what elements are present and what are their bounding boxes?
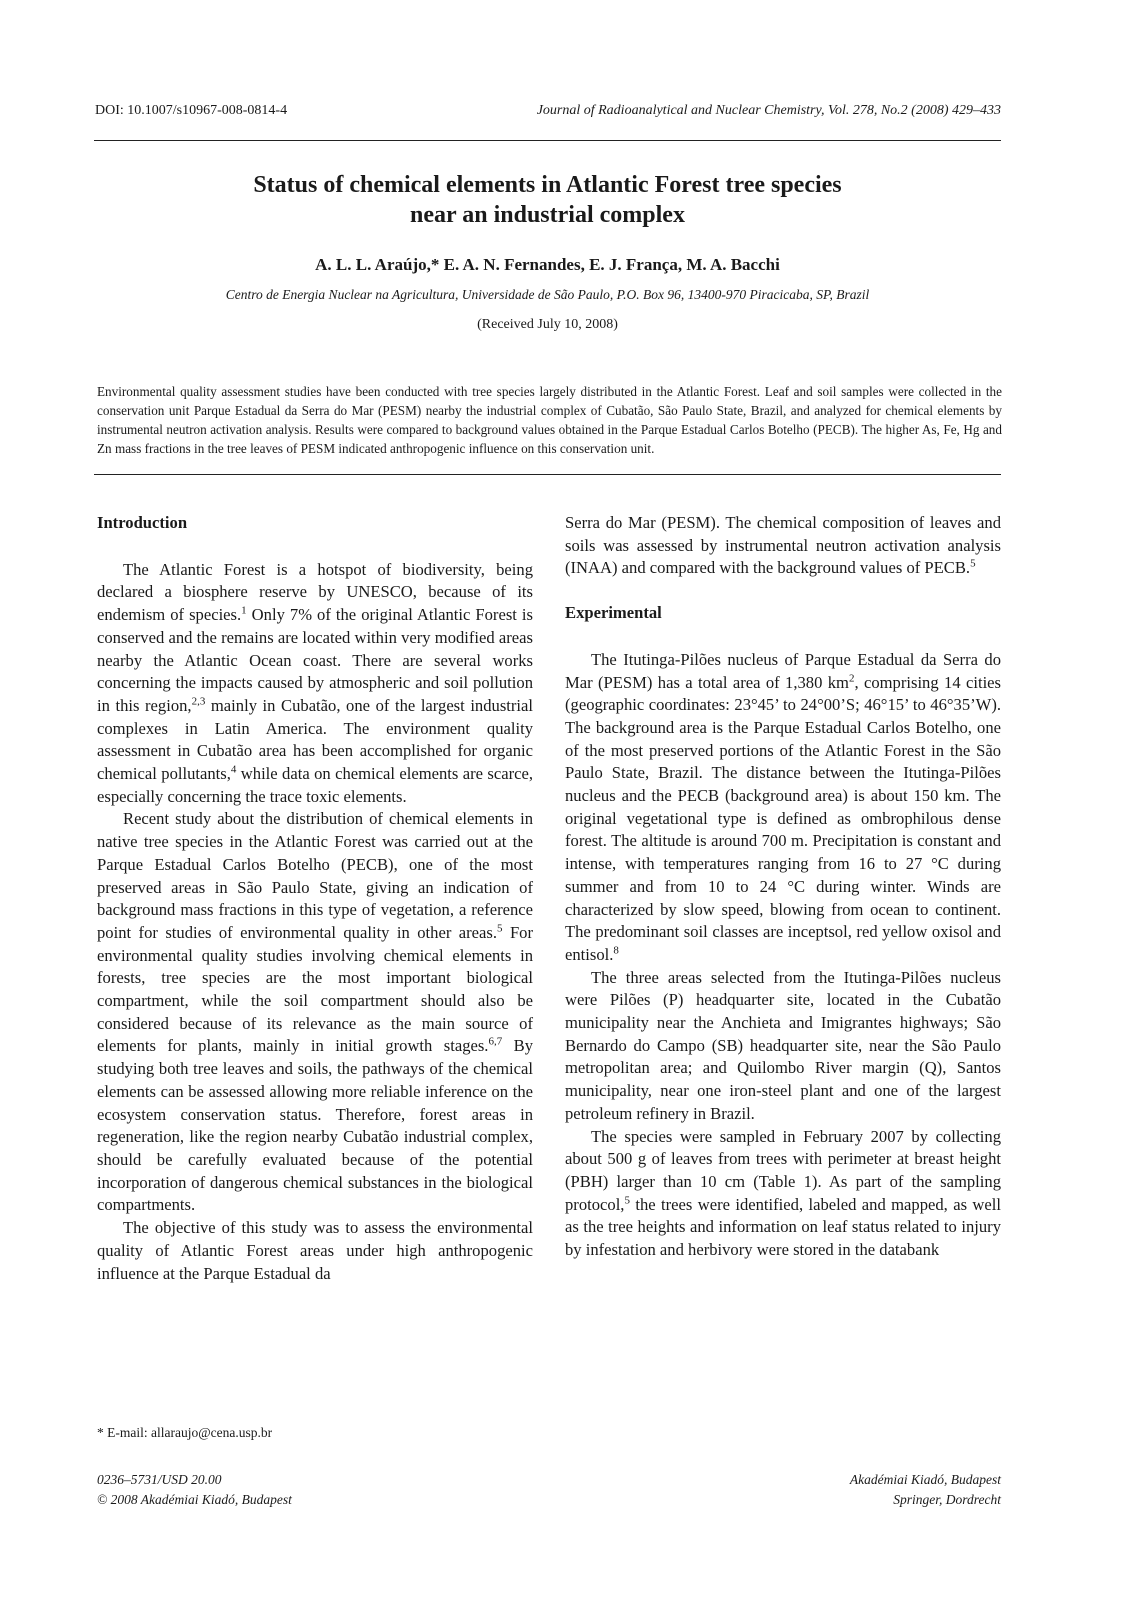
footer-left — [97, 1470, 292, 1510]
experimental-paragraph-3: The species were sampled in February 2007 by collecting about 500 g of leaves from trees with perimeter at breast height (PBH) larger than 10 cm (Table 1). As part of the sampling protocol,$^5$ the trees were identified, labeled and mapped, as well as the tree heights and information on leaf status related to injury by infestation and herbivory were stored in the databank — [565, 1126, 1001, 1260]
ref-5b: 5 — [970, 557, 976, 570]
abstract: Environmental quality assessment studies have been conducted with tree species largely distributed in the Atlantic Forest. Leaf and soil samples were collected in the conservation unit Parque Estadual da Serra do Mar (PESM) nearby the industrial complex of Cubatão, São Paulo State, Brazil, and analyzed for chemical elements by instrumental neutron activation analysis. Results were compared to background values obtained in the Parque Estadual Carlos Botelho (PECB). The higher As, Fe, Hg and Zn mass fractions in the tree leaves of PESM indicated anthropogenic influence on this conservation unit. — [97, 384, 1002, 456]
issn-price: 0236–5731/USD 20.00 — [97, 1472, 222, 1487]
ref-6-7: 6,7 — [488, 1035, 503, 1048]
doi-label: DOI: 10.1007/s10967-008-0814-4 — [95, 103, 288, 118]
title-line-2: near an industrial complex — [410, 202, 685, 228]
ref-8: 8 — [613, 944, 619, 957]
paper-title — [94, 170, 1001, 230]
introduction-heading: Introduction — [97, 513, 188, 532]
intro-paragraph-1: The Atlantic Forest is a hotspot of biodiversity, being declared a biosphere reserve by UNESCO, because of its endemism of species.$^1$ Only 7% of the original Atlantic Forest is conserved and the remains are located within very modified areas nearby the Atlantic Ocean coast. There are several works concerning the impacts caused by atmospheric and soil pollution in this region,$^{2,3}$ mainly in Cubatão, one of the largest industrial complexes in Latin America. The environment quality assessment in Cubatão area has been accomplished for organic chemical pollutants,$^4$ while data on chemical elements are scarce, especially concerning the trace toxic elements. — [97, 559, 533, 806]
ref-2-3: 2,3 — [191, 695, 206, 708]
intro-continuation: Serra do Mar (PESM). The chemical composition of leaves and soils was assessed by instrumental neutron activation analysis (INAA) and compared with the background values of PECB.$^5$ — [565, 513, 1001, 578]
title-line-1: Status of chemical elements in Atlantic Forest tree species — [253, 172, 842, 198]
experimental-paragraph-1: The Itutinga-Pilões nucleus of Parque Estadual da Serra do Mar (PESM) has a total area of 1,380 $km^2$, comprising 14 cities (geographic coordinates: 23°45’ to 24°00’S; 46°15’ to 46°35’W). The background area is the Parque Estadual Carlos Botelho, one of the most preserved portions of the Atlantic Forest in the São Paulo State, Brazil. The distance between the Itutinga-Pilões nucleus and the PECB (background area) is about 150 km. The original vegetational type is defined as ombrophilous dense forest. The altitude is around 700 m. Precipitation is constant and intense, with temperatures ranging from 16 to 27 °C during summer and from 10 to 24 °C during winter. Winds are characterized by slow speed, blowing from ocean to continent. The predominant soil classes are inceptsol, red yellow oxisol and entisol.$^8$ — [565, 649, 1001, 964]
km-squared: 2 — [848, 671, 855, 684]
intro-paragraph-2: Recent study about the distribution of chemical elements in native tree species in the Atlantic Forest was carried out at the Parque Estadual Carlos Botelho (PECB), one of the most preserved areas in São Paulo State, giving an indication of background mass fractions in this type of vegetation, a reference point for studies of environmental quality in other areas.$^5$ For environmental quality studies involving chemical elements in forests, tree species are the most important biological compartment, while the soil compartment should also be considered because of its relevance as the main source of elements for plants, mainly in initial growth stages.$^{6,7}$ By studying both tree leaves and soils, the pathways of the chemical elements can be assessed allowing more reliable inference on the ecosystem conservation status. Therefore, forest areas in regeneration, like the region nearby Cubatão industrial complex, should be carefully evaluated because of the potential incorporation of dangerous chemical substances in the biological compartments. — [97, 809, 534, 1215]
ref-1: 1 — [241, 604, 247, 617]
publisher-1: Akadémiai Kiadó, Budapest — [849, 1472, 1001, 1487]
email-footnote: * E-mail: allaraujo@cena.usp.br — [97, 1425, 273, 1440]
publisher-2: Springer, Dordrecht — [893, 1492, 1001, 1507]
experimental-paragraph-2: The three areas selected from the Itutinga-Pilões nucleus were Pilões (P) headquarter site, located in the Cubatão municipality near the Anchieta and Imigrantes highways; São Bernardo do Campo (SB) headquarter site, near the São Paulo metropolitan area; and Quilombo River margin (Q), Santos municipality, near one iron-steel plant and one of the largest petroleum refinery in Brazil. — [565, 967, 1001, 1123]
ref-4: 4 — [230, 763, 237, 776]
received-date: (Received July 10, 2008) — [477, 317, 618, 332]
authors: A. L. L. Araújo,* E. A. N. Fernandes, E. J. França, M. A. Bacchi — [315, 255, 780, 274]
copyright: © 2008 Akadémiai Kiadó, Budapest — [97, 1492, 292, 1507]
intro-paragraph-3: The objective of this study was to assess the environmental quality of Atlantic Forest areas under high anthropogenic influence at the Parque Estadual da — [97, 1218, 533, 1283]
right-column — [565, 512, 1001, 1262]
abstract-rule — [94, 474, 1001, 475]
footer-right — [850, 1470, 1001, 1510]
header-rule — [94, 140, 1001, 141]
ref-5c: 5 — [624, 1194, 630, 1207]
affiliation: Centro de Energia Nuclear na Agricultura, Universidade de São Paulo, P.O. Box 96, 13400-970 Piracicaba, SP, Brazil — [225, 287, 870, 302]
experimental-heading: Experimental — [565, 603, 662, 623]
ref-5: 5 — [497, 922, 503, 935]
left-column — [97, 512, 533, 1285]
journal-citation: Journal of Radioanalytical and Nuclear Chemistry, Vol. 278, No.2 (2008) 429–433 — [536, 103, 1001, 118]
